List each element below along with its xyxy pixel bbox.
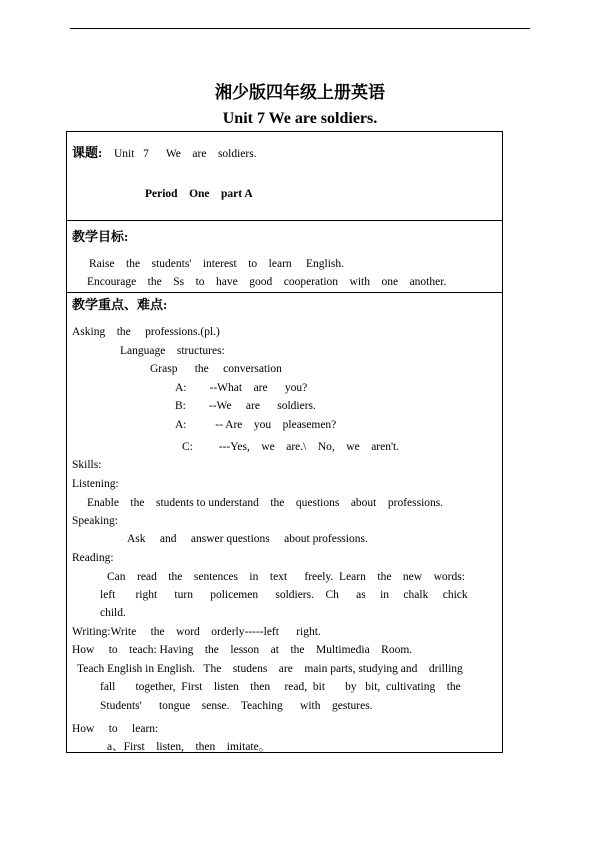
content-line: Writing:Write the word orderly-----left right.: [72, 626, 321, 638]
topic-text: Unit 7 We are soldiers.: [114, 148, 257, 160]
objectives-label: 教学目标:: [72, 229, 129, 244]
content-line: left right turn policemen soldiers. Ch as in chalk chick: [100, 589, 468, 601]
content-line: A: --What are you?: [175, 382, 308, 394]
header-rule: [70, 28, 530, 29]
content-line: child.: [100, 607, 126, 619]
page-title: 湘少版四年级上册英语: [215, 83, 385, 102]
unit-title: Unit 7 We are soldiers.: [222, 110, 378, 127]
content-line: Students' tongue sense. Teaching with gestures.: [100, 700, 373, 712]
content-line: B: --We are soldiers.: [175, 400, 316, 412]
content-line: Grasp the conversation: [150, 363, 282, 375]
lesson-plan-table: [66, 131, 503, 753]
content-line: A: -- Are you pleasemen?: [175, 419, 337, 431]
objective-line: Encourage the Ss to have good cooperation with one another.: [87, 276, 447, 288]
content-line: Listening:: [72, 478, 119, 490]
content-line: How to learn:: [72, 723, 159, 735]
content-line: fall together, First listen then read, bit by bit, cultivating the: [100, 681, 461, 693]
topic-label: 课题:: [72, 145, 103, 160]
content-line: Language structures:: [120, 345, 225, 357]
period-text: Period One part A: [145, 188, 253, 200]
row-divider: [67, 220, 502, 221]
content-line: How to teach: Having the lesson at the Multimedia Room.: [72, 644, 413, 656]
content-line: Skills:: [72, 459, 102, 471]
content-line: Reading:: [72, 552, 114, 564]
objective-line: Raise the students' interest to learn English.: [89, 258, 345, 270]
content-line: a、First listen, then imitate。: [107, 741, 271, 753]
keypoints-label: 教学重点、难点:: [72, 297, 168, 312]
content-line: Enable the students to understand the questions about professions.: [87, 497, 444, 509]
content-line: Speaking:: [72, 515, 118, 527]
content-line: Ask and answer questions about professions.: [127, 533, 368, 545]
content-line: Teach English in English. The studens are main parts, studying and drilling: [77, 663, 463, 675]
row-divider: [67, 292, 502, 293]
content-line: Asking the professions.(pl.): [72, 326, 220, 338]
content-line: C: ---Yes, we are.\ No, we aren't.: [182, 441, 400, 453]
content-line: Can read the sentences in text freely. Learn the new words:: [107, 571, 465, 583]
